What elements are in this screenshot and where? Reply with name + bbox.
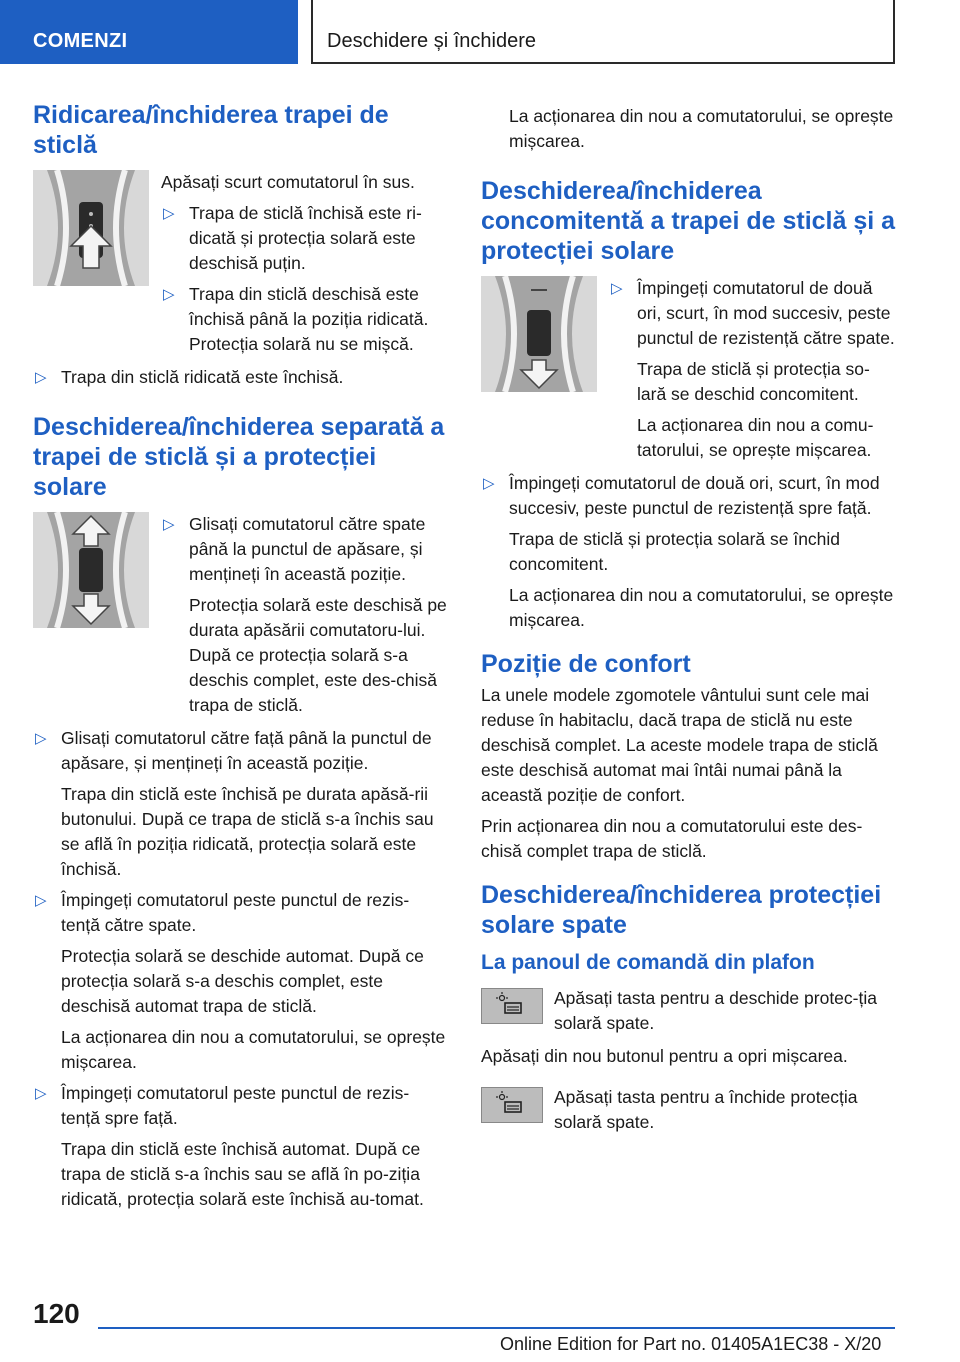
rear-sunshade-close-row — [481, 1085, 897, 1135]
bullet-triangle-icon: ▷ — [35, 730, 47, 747]
list-item: ▷ Glisați comutatorul către față până la punctul de apăsare, și mențineți în această poziție. — [35, 728, 432, 773]
list-item: ▷ Împingeți comutatorul de două ori, scurt, în mod succesiv, peste punctul de rezistență către spate. — [611, 278, 895, 348]
bullet-triangle-icon: ▷ — [163, 286, 175, 303]
edition-note: Online Edition for Part no. 01405A1EC38 - X/20 — [500, 1334, 882, 1354]
concurrent-section — [481, 276, 897, 463]
comfort-paragraph: Prin acționarea din nou a comutatorului este des-chisă complet trapa de sticlă. — [481, 816, 863, 861]
heading-comfort-position: Poziție de confort — [481, 650, 691, 678]
comfort-paragraph: La unele modele zgomotele vântului sunt cele mai reduse în habitaclu, dacă trapa de sticlă nu este deschisă complet. La aceste modele trapa de sticlă este deschisă automat mai întâi numai până la această poziție de confort. — [481, 685, 878, 805]
list-item-detail: Trapa de sticlă și protecția solară se închid concomitent. — [509, 529, 841, 574]
heading-separate-open-close: Deschiderea/închiderea separată a trapei de sticlă și a protecției solare — [33, 413, 445, 501]
heading-concurrent-open-close: Deschiderea/închiderea concomitentă a trapei de sticlă și a protecției solare — [481, 177, 896, 265]
raise-section — [33, 170, 448, 357]
list-item: ▷ Împingeți comutatorul peste punctul de rezis-tență către spate. — [35, 890, 410, 935]
raise-intro: Apăsați scurt comutatorul în sus. — [161, 172, 415, 192]
left-column — [33, 100, 448, 1218]
sunshade-close-text: Apăsați tasta pentru a închide protecția solară spate. — [554, 1087, 858, 1132]
footer-divider — [98, 1327, 895, 1329]
bullet-triangle-icon: ▷ — [611, 280, 623, 297]
switch-up-illustration — [33, 170, 149, 286]
list-item-detail: Protecția solară se deschide automat. După ce protecția solară s-a deschis complet, este deschisă automat trapa de sticlă. — [61, 946, 424, 1016]
list-item: ▷ Trapa de sticlă închisă este ri-dicată și protecția solară este deschisă puțin. — [163, 203, 422, 273]
separate-section — [33, 512, 448, 718]
header-section-tab: COMENZI — [0, 0, 298, 64]
list-item-detail: La acționarea din nou a comu-tatorului, se oprește mișcarea. — [637, 415, 874, 460]
switch-slide-illustration — [33, 512, 149, 628]
right-column — [481, 104, 897, 1143]
list-item: ▷ Trapa din sticlă ridicată este închisă. — [33, 365, 448, 390]
bullet-triangle-icon: ▷ — [163, 205, 175, 222]
sunshade-button-icon — [481, 988, 543, 1024]
list-item-detail: Trapa din sticlă este închisă automat. După ce trapa de sticlă s-a închis sau se află în po-ziția ridicată, protecția solară este închisă au-tomat. — [61, 1139, 424, 1209]
sunshade-open-text: Apăsați tasta pentru a deschide protec-ția solară spate. — [554, 988, 877, 1033]
list-item: ▷ Trapa din sticlă deschisă este închisă până la poziția ridicată. Protecția solară nu se mișcă. — [163, 284, 429, 354]
continued-text: La acționarea din nou a comutatorului, se oprește mișcarea. — [509, 106, 894, 151]
bullet-triangle-icon: ▷ — [163, 516, 175, 533]
sunshade-button-icon — [481, 1087, 543, 1123]
list-item: ▷ Împingeți comutatorul peste punctul de rezis-tență spre față. — [35, 1083, 410, 1128]
bullet-triangle-icon: ▷ — [35, 892, 47, 909]
rear-sunshade-open-row — [481, 986, 897, 1036]
list-item-detail: Trapa din sticlă este închisă pe durata apăsă-rii butonului. După ce trapa de sticlă s-a închis sau se află în poziția ridicată, protecția solară este închisă. — [61, 784, 434, 879]
subheading-roof-panel: La panoul de comandă din plafon — [481, 951, 815, 974]
list-item-detail: Trapa de sticlă și protecția so-lară se deschid concomitent. — [637, 359, 870, 404]
sunshade-stop-text: Apăsați din nou butonul pentru a opri mișcarea. — [481, 1046, 848, 1066]
switch-double-push-illustration — [481, 276, 597, 392]
heading-raise-close: Ridicarea/închiderea trapei de sticlă — [33, 101, 389, 159]
list-item-detail: La acționarea din nou a comutatorului, se oprește mișcarea. — [61, 1027, 446, 1072]
list-item-detail: La acționarea din nou a comutatorului, se oprește mișcarea. — [509, 585, 894, 630]
bullet-triangle-icon: ▷ — [35, 1085, 47, 1102]
page-number: 120 — [33, 1298, 80, 1329]
list-item-detail: Protecția solară este deschisă pe durata apăsării comutatoru-lui. După ce protecția solară s-a deschis complet, este des-chisă trapa de sticlă. — [189, 595, 447, 715]
list-item: ▷ Împingeți comutatorul de două ori, scurt, în mod succesiv, peste punctul de rezistență spre față. — [483, 473, 880, 518]
heading-rear-sunshade: Deschiderea/închiderea protecției solare spate — [481, 881, 882, 939]
list-item: ▷ Glisați comutatorul către spate până la punctul de apăsare, și mențineți în această poziție. — [163, 514, 426, 584]
bullet-triangle-icon: ▷ — [35, 369, 47, 386]
header-chapter-tab: Deschidere și închidere — [311, 0, 895, 64]
bullet-triangle-icon: ▷ — [483, 475, 495, 492]
